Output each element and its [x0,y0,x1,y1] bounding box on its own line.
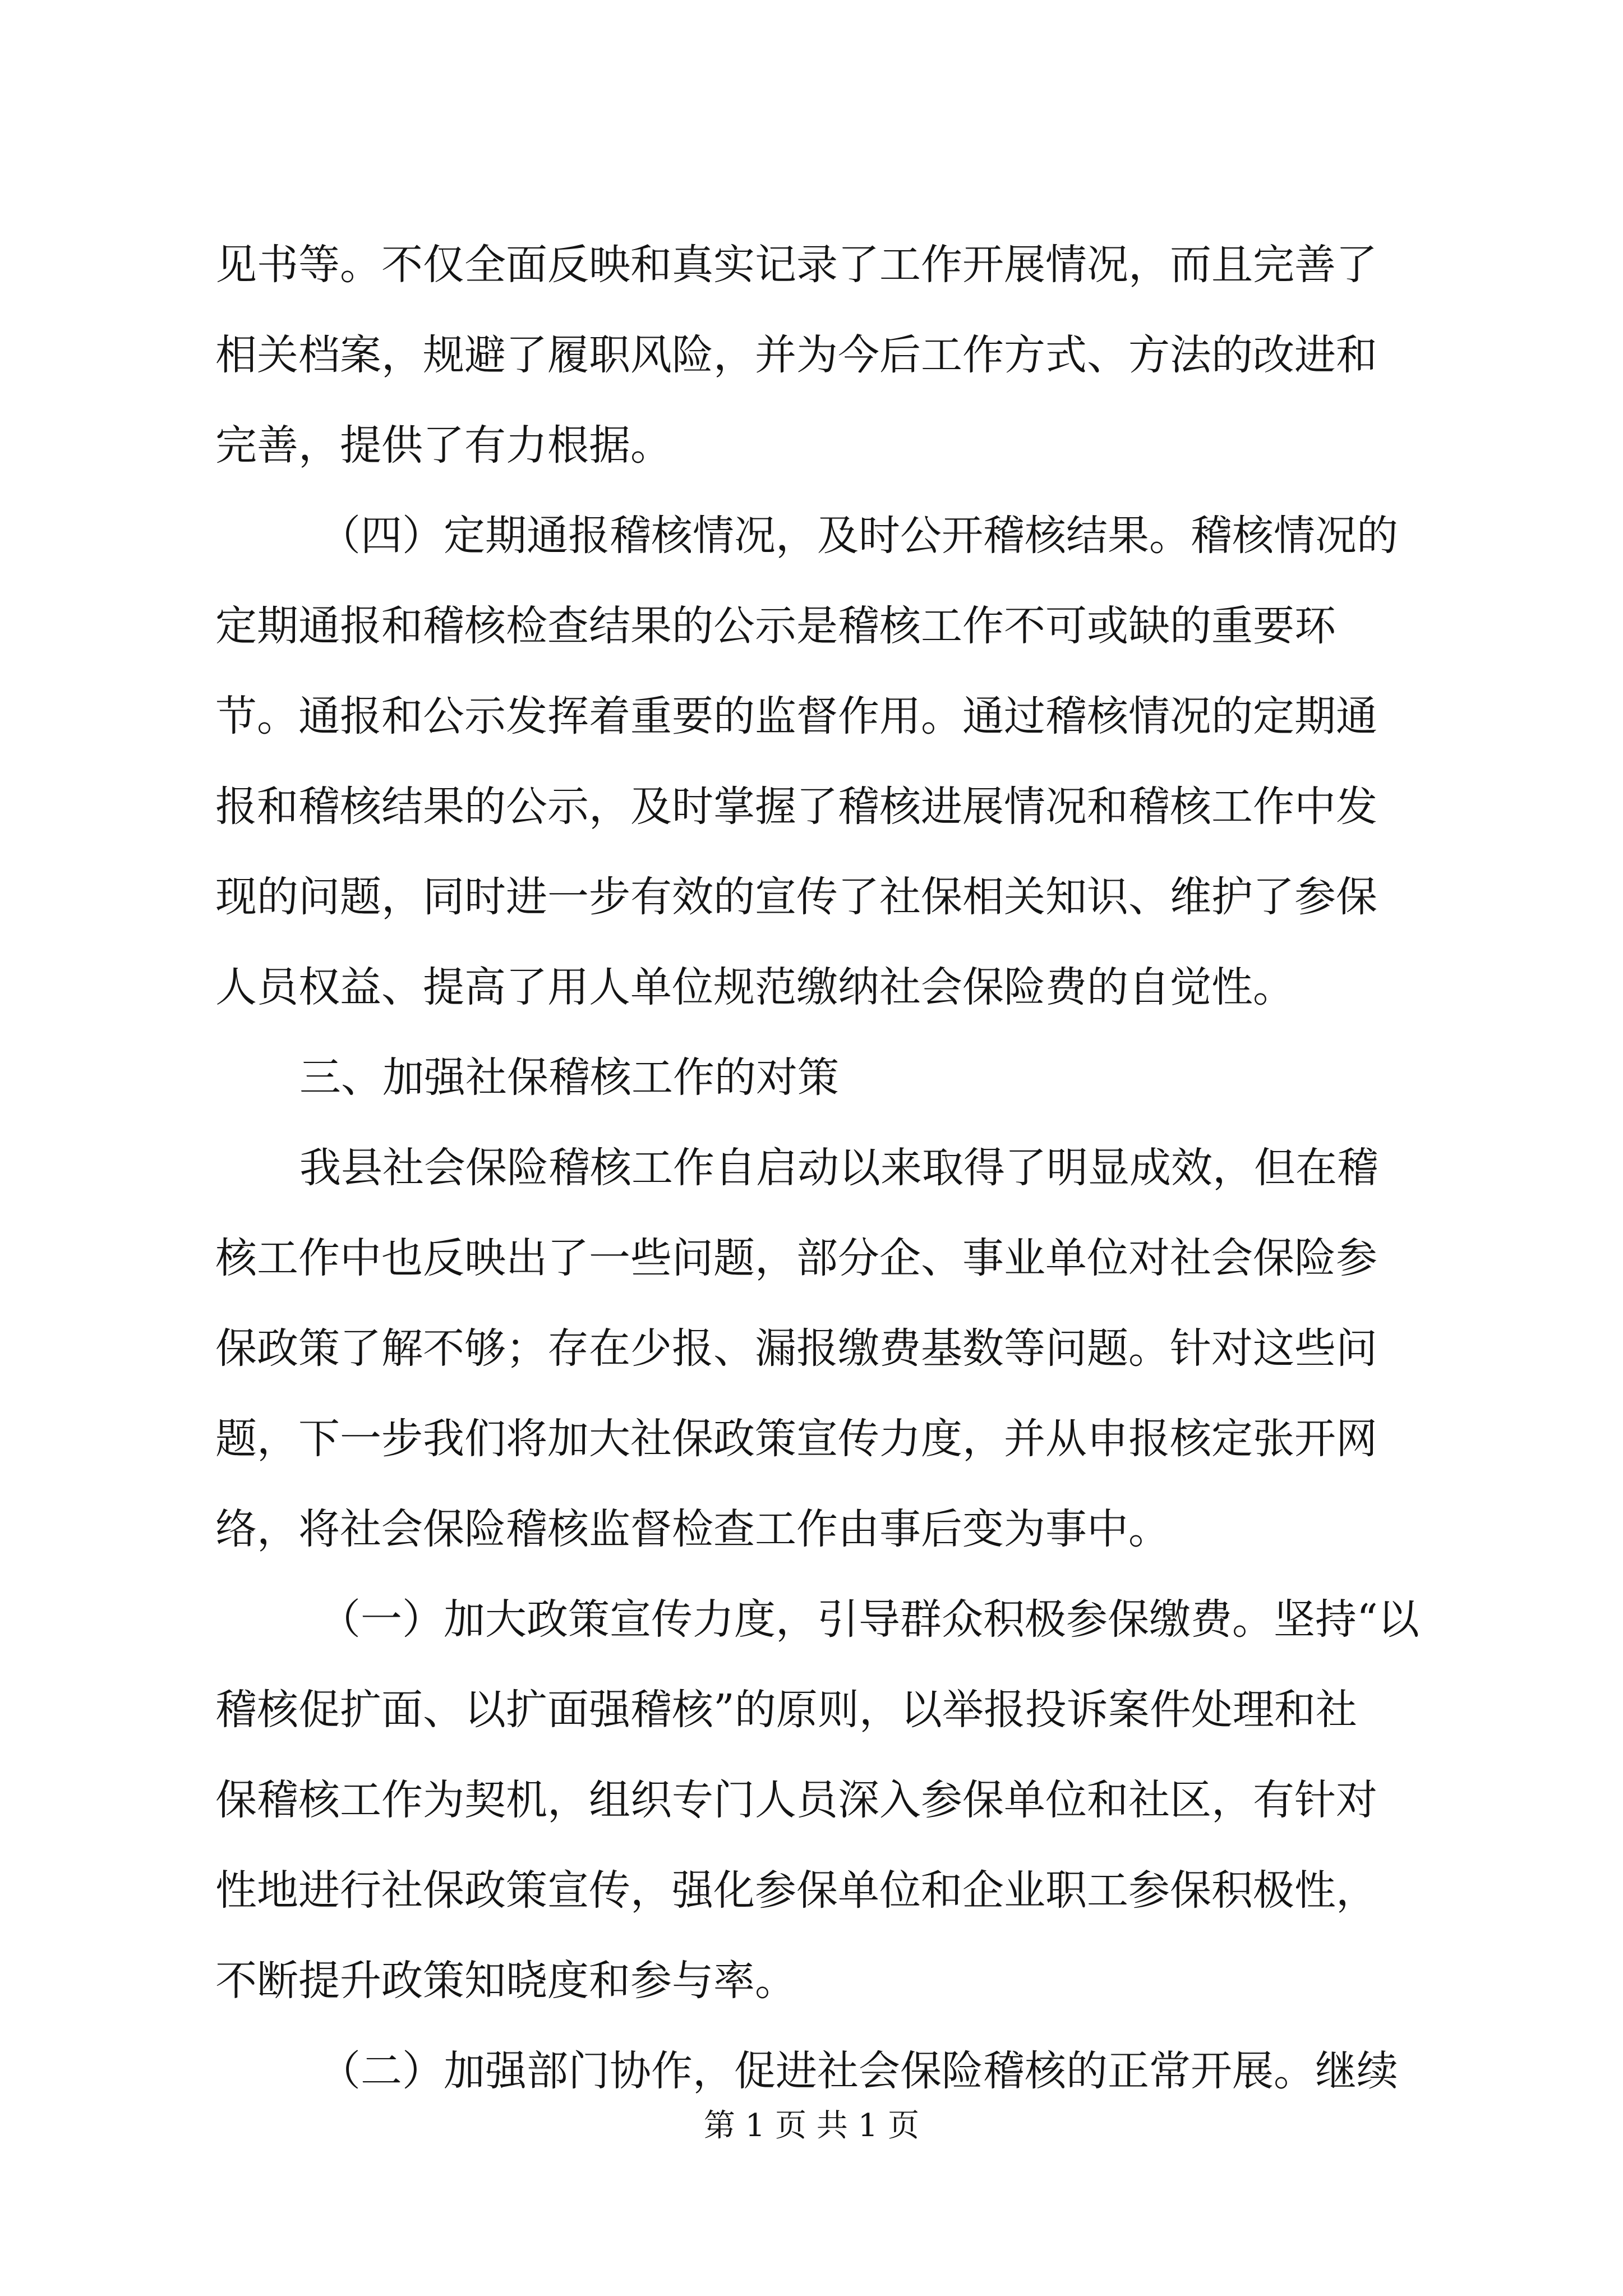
document-body [215,220,1424,2116]
text-line: 定期通报和稽核检查结果的公示是稽核工作不可或缺的重要环 [215,602,1336,650]
text-line: 稽核促扩面、以扩面强稽核”的原则，以举报投诉案件处理和社 [215,1686,1357,1734]
section-heading-1: （一）加大政策宣传力度，引导群众积极参保缴费。坚持“以 [319,1595,1419,1644]
text-line: 性地进行社保政策宣传，强化参保单位和企业职工参保积极性， [215,1866,1377,1915]
text-line: 完善，提供了有力根据。 [215,421,672,470]
section-heading-2: （二）加强部门协作，促进社会保险稽核的正常开展。继续 [319,2047,1398,2095]
text-line: 节。通报和公示发挥着重要的监督作用。通过稽核情况的定期通 [215,692,1377,740]
text-line: 现的问题，同时进一步有效的宣传了社保相关知识、维护了参保 [215,873,1377,921]
page-number-footer: 第 1 页 共 1 页 [703,2108,920,2144]
text-line: 保政策了解不够；存在少报、漏报缴费基数等问题。针对这些问 [215,1324,1377,1373]
paragraph-start: 我县社会保险稽核工作自启动以来取得了明显成效，但在稽 [299,1144,1378,1192]
section-heading-4: （四）定期通报稽核情况，及时公开稽核结果。稽核情况的 [319,512,1398,560]
section-heading-3: 三、加强社保稽核工作的对策 [299,1053,839,1102]
text-line: 保稽核工作为契机，组织专门人员深入参保单位和社区，有针对 [215,1776,1377,1824]
text-line: 核工作中也反映出了一些问题，部分企、事业单位对社会保险参 [215,1234,1377,1282]
text-line: 见书等。不仅全面反映和真实记录了工作开展情况，而且完善了 [215,241,1377,289]
text-line: 题，下一步我们将加大社保政策宣传力度，并从申报核定张开网 [215,1415,1377,1463]
text-line: 相关档案，规避了履职风险，并为今后工作方式、方法的改进和 [215,331,1377,379]
text-line: 报和稽核结果的公示，及时掌握了稽核进展情况和稽核工作中发 [215,783,1377,831]
text-line: 络，将社会保险稽核监督检查工作由事后变为事中。 [215,1505,1170,1553]
text-line: 不断提升政策知晓度和参与率。 [215,1957,796,2005]
text-line: 人员权益、提高了用人单位规范缴纳社会保险费的自觉性。 [215,963,1294,1011]
